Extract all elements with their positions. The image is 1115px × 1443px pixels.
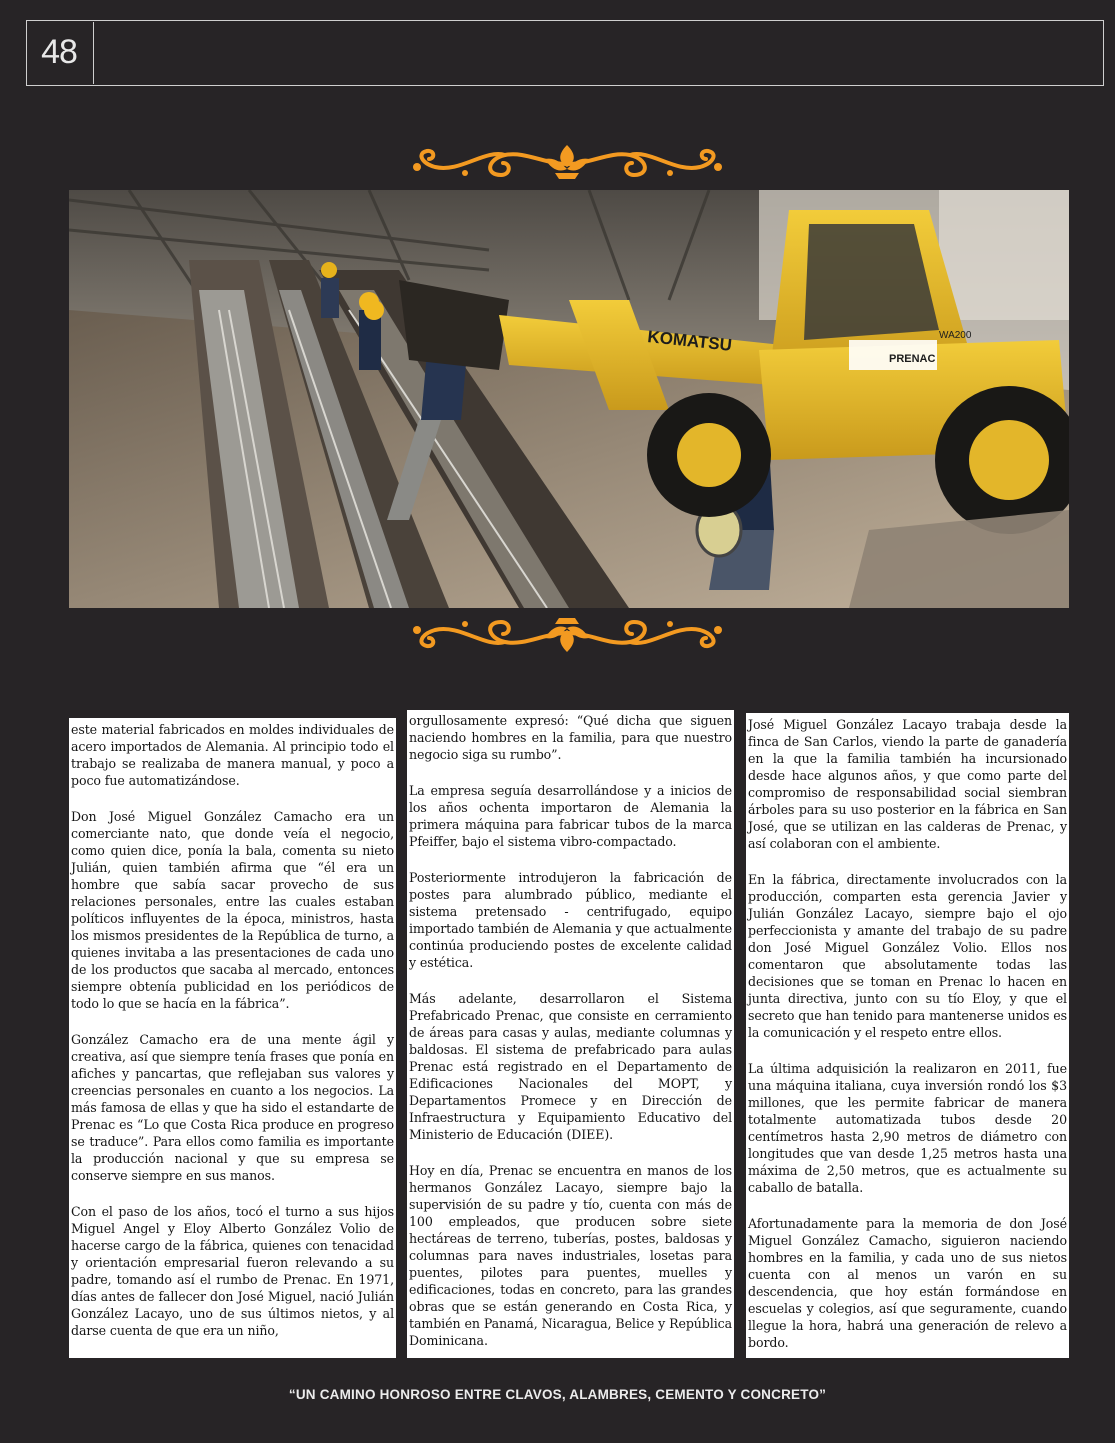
article-column-1	[69, 683, 396, 1358]
article-column-3	[746, 683, 1069, 1358]
article-paragraph: Posteriormente introdujeron la fabricación de postes para alumbrado público, mediante el sistema pretensado - centrifugado, equipo importado también de Alemania y que actualmente continúa produciendo postes de excelente calidad y estética.	[409, 870, 732, 970]
column-top-band	[746, 683, 1069, 713]
article-column-2	[407, 683, 734, 1358]
loader-company-label: PRENAC	[889, 353, 936, 365]
column-top-band	[69, 683, 396, 718]
column-top-band	[407, 683, 734, 710]
factory-loader-photo	[69, 190, 1069, 608]
article-paragraph: Con el paso de los años, tocó el turno a sus hijos Miguel Angel y Eloy Alberto González Volio de hacerse cargo de la fábrica, quienes con tenacidad y orientación empresarial fueron relevando a su padre, tomando así el rumbo de Prenac. En 1971, días antes de fallecer don José Miguel, nació Julián González Lacayo, uno de sus últimos nietos, y al darse cuenta de que era un niño,	[71, 1204, 394, 1338]
page-number: 48	[41, 33, 77, 71]
article-paragraph: La empresa seguía desarrollándose y a inicios de los años ochenta importaron de Alemania la primera máquina para fabricar tubos de la marca Pfeiffer, bajo el sistema vibro-compactado.	[409, 783, 732, 849]
article-paragraph: orgullosamente expresó: “Qué dicha que siguen naciendo hombres en la familia, para que nuestro negocio siga su rumbo”.	[409, 713, 732, 762]
article-paragraph: este material fabricados en moldes individuales de acero importados de Alemania. Al principio todo el trabajo se realizaba de manera manual, y poco a poco fue automatizándose.	[71, 722, 394, 788]
page-header-frame	[26, 20, 1104, 86]
article-paragraph: González Camacho era de una mente ágil y creativa, así que siempre tenía frases que ponía en afiches y pancartas, que reflejaban sus valores y creencias personales en cuanto a los negocios. La más famosa de ellas y que ha sido el estandarte de Prenac es “Lo que Costa Rica produce en progreso se traduce”. Para ellos como familia es importante la producción nacional y que su empresa se conserve siempre en sus manos.	[71, 1032, 394, 1183]
footer-pull-quote: “UN CAMINO HONROSO ENTRE CLAVOS, ALAMBRES, CEMENTO Y CONCRETO”	[288, 1387, 827, 1402]
article-paragraph: Don José Miguel González Camacho era un comerciante nato, que donde veía el negocio, como quien dice, ponía la bala, comenta su nieto Julián, quien también afirma que “él era un hombre que sabía sacar provecho de sus relaciones personales, entre las cuales estaban políticos influyentes de la época, ministros, hasta los mismos presidentes de la República de turno, a quienes invitaba a las presentaciones de cada uno de los productos que sacaba al mercado, entonces siempre obtenía publicidad en los periódicos de todo lo que se hacía en la fábrica”.	[71, 809, 394, 1011]
article-paragraph: Más adelante, desarrollaron el Sistema Prefabricado Prenac, que consiste en cerramiento de áreas para casas y aulas, mediante columnas y baldosas. El sistema de prefabricado para aulas Prenac está registrado en el Departamento de Edificaciones Nacionales del MOPT, y Departamentos Promece y en Dirección de Infraestructura y Equipamiento Educativo del Ministerio de Educación (DIEE).	[409, 991, 732, 1142]
ornament-divider-bottom-icon	[405, 612, 730, 654]
loader-model-label: WA200	[939, 330, 972, 341]
article-paragraph: La última adquisición la realizaron en 2011, fue una máquina italiana, cuya inversión rondó los $3 millones, que les permite fabricar de manera totalmente automatizada tubos desde 20 centímetros hasta 2,90 metros de diámetro con longitudes que van desde 1,25 metros hasta una máxima de 2,50 metros, que es actualmente su caballo de batalla.	[748, 1061, 1067, 1195]
article-paragraph: Hoy en día, Prenac se encuentra en manos de los hermanos González Lacayo, siempre bajo la supervisión de su padre y tío, cuenta con más de 100 empleados, que producen sobre siete hectáreas de terreno, tuberías, postes, baldosas y columnas para naves industriales, losetas para puentes, pilotes para puentes, muelles y edificaciones, todas en concreto, para las grandes obras que se están generando en Costa Rica, y también en Panamá, Nicaragua, Belice y República Dominicana.	[409, 1163, 732, 1348]
article-paragraph: José Miguel González Lacayo trabaja desde la finca de San Carlos, viendo la parte de ganadería en la que la familia también ha incursionado desde hace algunos años, y que como parte del compromiso de responsabilidad social siembran árboles para su uso posterior en la fábrica en San José, que se utilizan en las calderas de Prenac, y así colaboran con el ambiente.	[748, 717, 1067, 851]
article-paragraph: En la fábrica, directamente involucrados con la producción, comparten esta gerencia Javier y Julián González Lacayo, siempre bajo el ojo perfeccionista y amante del trabajo de su padre don José Miguel González Volio. Ellos nos comentaron que absolutamente todas las decisiones que se toman en Prenac lo hacen en junta directiva, junto con su tío Eloy, y que el secreto que han tenido para mantenerse unidos es la comunicación y el respeto entre ellos.	[748, 872, 1067, 1040]
photo-illustration	[69, 190, 1069, 608]
article-paragraph: Afortunadamente para la memoria de don José Miguel González Camacho, siguieron naciendo hombres en la familia, y cada uno de sus nietos cuenta con al menos un varón en su descendencia, que hoy están formándose en escuelas y colegios, así que seguramente, cuando llegue la hora, habrá una generación de relevo a bordo.	[748, 1216, 1067, 1350]
header-divider	[93, 22, 94, 84]
loader-brand-label: KOMATSU	[646, 327, 733, 355]
ornament-divider-top-icon	[405, 143, 730, 185]
